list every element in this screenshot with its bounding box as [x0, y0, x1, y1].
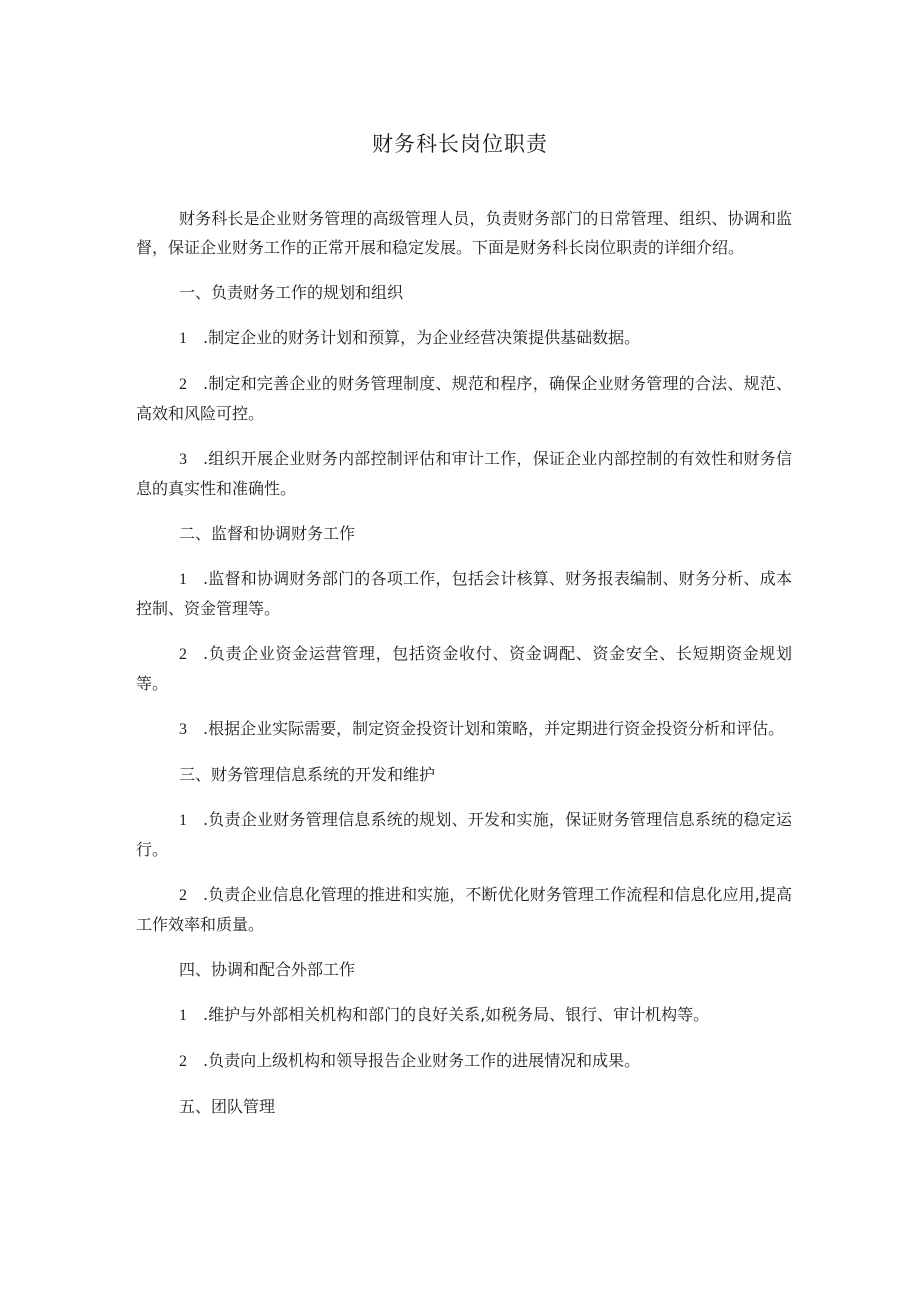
list-item: [136, 323, 792, 353]
section-heading-2: 二、监督和协调财务工作: [179, 524, 356, 543]
item-text: .维护与外部相关机构和部门的良好关系,如税务局、银行、审计机构等。: [203, 1005, 710, 1024]
list-item: [136, 880, 792, 939]
list-item: [136, 564, 792, 623]
section-heading-1: 一、负责财务工作的规划和组织: [179, 283, 404, 302]
item-text: .负责向上级机构和领导报告企业财务工作的进展情况和成果。: [203, 1051, 641, 1070]
document-body: [136, 204, 792, 1137]
item-number: 1: [179, 571, 187, 588]
list-item: [136, 805, 792, 864]
item-number: 1: [179, 330, 187, 347]
section-heading-3: 三、财务管理信息系统的开发和维护: [179, 765, 436, 784]
item-text: .负责企业财务管理信息系统的规划、开发和实施，保证财务管理信息系统的稳定运行。: [136, 810, 792, 859]
item-number: 3: [179, 721, 187, 738]
item-number: 2: [179, 646, 187, 663]
item-number: 2: [179, 1053, 187, 1070]
item-text: .监督和协调财务部门的各项工作，包括会计核算、财务报表编制、财务分析、成本控制、资金管理等。: [136, 569, 792, 618]
item-text: .负责企业信息化管理的推进和实施，不断优化财务管理工作流程和信息化应用,提高工作效率和质量。: [136, 885, 792, 934]
item-number: 1: [179, 812, 187, 829]
list-item: [136, 369, 792, 428]
list-item: [136, 714, 792, 744]
item-number: 3: [179, 451, 187, 468]
intro-paragraph: 财务科长是企业财务管理的高级管理人员，负责财务部门的日常管理、组织、协调和监督，保证企业财务工作的正常开展和稳定发展。下面是财务科长岗位职责的详细介绍。: [136, 209, 792, 257]
item-number: 1: [179, 1007, 187, 1024]
list-item: [136, 444, 792, 503]
document-title: 财务科长岗位职责: [372, 132, 548, 156]
item-text: .负责企业资金运营管理，包括资金收付、资金调配、资金安全、长短期资金规划等。: [136, 644, 792, 693]
list-item: [136, 639, 792, 698]
item-text: .根据企业实际需要，制定资金投资计划和策略，并定期进行资金投资分析和评估。: [203, 719, 785, 738]
list-item: [136, 1000, 792, 1030]
section-heading-4: 四、协调和配合外部工作: [179, 960, 356, 979]
section-heading-5: 五、团队管理: [179, 1097, 276, 1116]
item-number: 2: [179, 376, 187, 393]
item-number: 2: [179, 887, 187, 904]
list-item: [136, 1046, 792, 1076]
item-text: .组织开展企业财务内部控制评估和审计工作，保证企业内部控制的有效性和财务信息的真实性和准确性。: [136, 449, 792, 498]
item-text: .制定企业的财务计划和预算，为企业经营决策提供基础数据。: [203, 328, 641, 347]
item-text: .制定和完善企业的财务管理制度、规范和程序，确保企业财务管理的合法、规范、高效和风险可控。: [136, 374, 792, 423]
